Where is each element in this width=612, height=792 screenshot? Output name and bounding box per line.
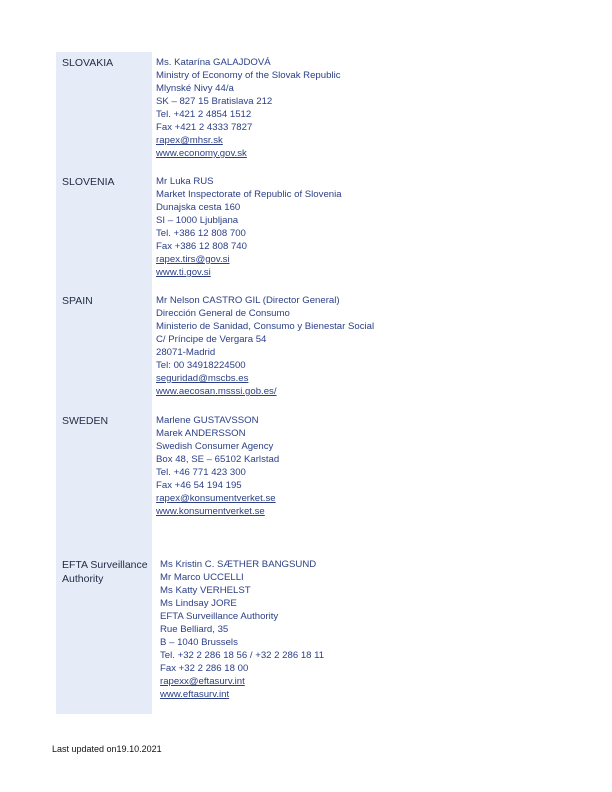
website-link[interactable]: www.aecosan.msssi.gob.es/ bbox=[156, 386, 277, 397]
phone: Tel: 00 34918224500 bbox=[156, 360, 246, 371]
organisation: Market Inspectorate of Republic of Slovenia bbox=[156, 189, 342, 200]
fax: Fax +46 54 194 195 bbox=[156, 480, 242, 491]
row-efta bbox=[56, 554, 556, 714]
website-link[interactable]: www.economy.gov.sk bbox=[156, 148, 247, 159]
street-address: Rue Belliard, 35 bbox=[160, 624, 229, 635]
phone: Tel. +421 2 4854 1512 bbox=[156, 109, 252, 120]
website-link[interactable]: www.ti.gov.si bbox=[156, 267, 211, 278]
postal-city: B – 1040 Brussels bbox=[160, 637, 238, 648]
contact-person: Marlene GUSTAVSSON bbox=[156, 415, 259, 426]
postal-city: SK – 827 15 Bratislava 212 bbox=[156, 96, 273, 107]
contact-person: Mr Marco UCCELLI bbox=[160, 572, 244, 583]
contact-person: Ms Lindsay JORE bbox=[160, 598, 237, 609]
country-name: SPAIN bbox=[56, 290, 152, 410]
contact-person: Ms Katty VERHELST bbox=[160, 585, 251, 596]
fax: Fax +386 12 808 740 bbox=[156, 241, 247, 252]
contact-person: Mr Nelson CASTRO GIL (Director General) bbox=[156, 295, 340, 306]
contact-details bbox=[152, 171, 556, 290]
row-sweden bbox=[56, 410, 556, 554]
email-link[interactable]: rapex@konsumentverket.se bbox=[156, 493, 276, 504]
contact-details bbox=[152, 410, 556, 554]
website-link[interactable]: www.eftasurv.int bbox=[160, 689, 230, 700]
contact-details bbox=[152, 52, 556, 171]
phone: Tel. +386 12 808 700 bbox=[156, 228, 246, 239]
organisation: Swedish Consumer Agency bbox=[156, 441, 274, 452]
street-address: C/ Príncipe de Vergara 54 bbox=[156, 334, 267, 345]
phone: Tel. +46 771 423 300 bbox=[156, 467, 246, 478]
phone: Tel. +32 2 286 18 56 / +32 2 286 18 11 bbox=[160, 650, 325, 661]
country-name: SLOVAKIA bbox=[56, 52, 152, 171]
country-name: SWEDEN bbox=[56, 410, 152, 554]
email-link[interactable]: seguridad@mscbs.es bbox=[156, 373, 249, 384]
organisation: EFTA Surveillance Authority bbox=[160, 611, 279, 622]
row-slovenia bbox=[56, 171, 556, 290]
postal-city: 28071-Madrid bbox=[156, 347, 216, 358]
row-slovakia bbox=[56, 52, 556, 171]
contact-person: Mr Luka RUS bbox=[156, 176, 214, 187]
postal-address: Box 48, SE – 65102 Karlstad bbox=[156, 454, 280, 465]
contact-details bbox=[152, 290, 556, 410]
country-name: EFTA Surveillance Authority bbox=[56, 554, 152, 714]
contact-person: Ms. Katarína GALAJDOVÁ bbox=[156, 57, 271, 68]
row-spain bbox=[56, 290, 556, 410]
street-address: Dunajska cesta 160 bbox=[156, 202, 241, 213]
fax: Fax +421 2 4333 7827 bbox=[156, 122, 253, 133]
contact-table bbox=[56, 52, 556, 714]
website-link[interactable]: www.konsumentverket.se bbox=[156, 506, 265, 517]
contact-person: Ms Kristin C. SÆTHER BANGSUND bbox=[160, 559, 317, 570]
street-address: Mlynské Nivy 44/a bbox=[156, 83, 234, 94]
ministry: Ministerio de Sanidad, Consumo y Bienestar Social bbox=[156, 321, 375, 332]
contact-details bbox=[152, 554, 556, 714]
email-link[interactable]: rapexx@eftasurv.int bbox=[160, 676, 245, 687]
country-name: SLOVENIA bbox=[56, 171, 152, 290]
organisation: Dirección General de Consumo bbox=[156, 308, 290, 319]
fax: Fax +32 2 286 18 00 bbox=[160, 663, 249, 674]
contact-person: Marek ANDERSSON bbox=[156, 428, 246, 439]
last-updated-note: Last updated on19.10.2021 bbox=[52, 744, 162, 754]
organisation: Ministry of Economy of the Slovak Republic bbox=[156, 70, 341, 81]
postal-city: SI – 1000 Ljubljana bbox=[156, 215, 239, 226]
email-link[interactable]: rapex@mhsr.sk bbox=[156, 135, 223, 146]
email-link[interactable]: rapex.tirs@gov.si bbox=[156, 254, 230, 265]
